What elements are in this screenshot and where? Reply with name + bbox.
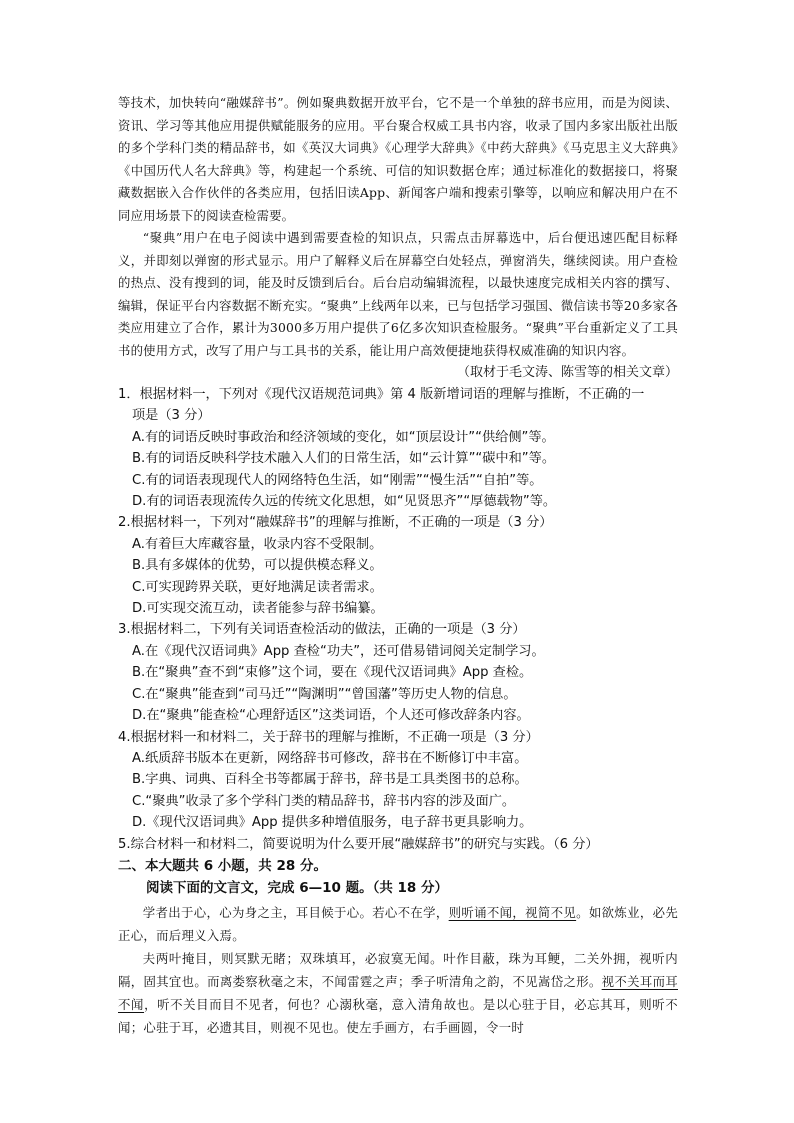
option-c: C.可实现跨界关联，更好地满足读者需求。 <box>132 579 383 595</box>
material-two <box>118 92 678 362</box>
question-stem: 5.综合材料一和材料二，简要说明为什么要开展“融媒辞书”的研究与实践。（6 分） <box>118 836 599 852</box>
underlined-sentence: 则听诵不闻，视简不见 <box>448 904 577 920</box>
source-note: （取材于毛文涛、陈雪等的相关文章） <box>456 365 678 380</box>
option-b: B.有的词语反映科学技术融入人们的日常生活，如“云计算”“碳中和”等。 <box>132 451 556 467</box>
passage-paragraph <box>118 947 678 1039</box>
section-subheading: 阅读下面的文言文，完成 6—10 题。（共 18 分） <box>146 879 449 896</box>
option-b: B.字典、词典、百科全书等都属于辞书，辞书是工具类图书的总称。 <box>132 772 528 788</box>
option-d: D.可实现交流互动，读者能参与辞书编纂。 <box>132 601 384 617</box>
option-c: C.有的词语表现现代人的网络特色生活，如“刚需”“慢生活”“自拍”等。 <box>132 472 543 488</box>
passage-text: 夫两叶掩目，则冥默无睹；双珠填耳，必寂寞无闻。叶作目蔽，珠为耳鲠，二关外拥，视听内隔，固其宜也。而离娄察秋毫之末，不闻雷霆之声；季子听清角之韵，不见嵩岱之形。 <box>118 950 678 989</box>
question-stem: 4.根据材料一和材料二，关于辞书的理解与推断，不正确一项是（3 分） <box>118 729 539 745</box>
passage-text: ，听不关目而目不见者，何也？心溺秋毫，意入清角故也。是以心驻于目，必忘其耳，则听不闻；心驻于耳，必遗其目，则视不见也。使左手画方，右手画圆，令一时 <box>118 996 678 1035</box>
option-a: A.有的词语反映时事政治和经济领域的变化，如“顶层设计”“供给侧”等。 <box>132 429 555 445</box>
option-b: B.具有多媒体的优势，可以提供模态释义。 <box>132 558 383 574</box>
question-stem: 3.根据材料二，下列有关词语查检活动的做法，正确的一项是（3 分） <box>118 622 526 638</box>
question <box>118 384 678 512</box>
option-d: D.《现代汉语词典》App 提供多种增值服务，电子辞书更具影响力。 <box>132 815 533 831</box>
question <box>118 512 678 619</box>
question-stem-continued: 项是（3 分） <box>132 408 211 424</box>
option-d: D.在“聚典”能查检“心理舒适区”这类词语，个人还可修改辞条内容。 <box>132 708 530 724</box>
option-c: C.在“聚典”能查到“司马迁”“陶渊明”“曾国藩”等历史人物的信息。 <box>132 686 517 702</box>
option-a: A.在《现代汉语词典》App 查检“功夫”，还可借易错词阅关定制学习。 <box>132 643 545 659</box>
material-paragraph: “聚典”用户在电子阅读中遇到需要查检的知识点，只需点击屏幕选中，后台便迅速匹配目标释义，并即刻以弹窗的形式显示。用户了解释义后在屏幕空白处轻点，弹窗消失，继续阅读。用户查检的热点、没有搜到的词，能及时反馈到后台。后台启动编辑流程，以最快速度完成相关内容的撰写、编辑，保证平台内容数据不断充实。“聚典”上线两年以来，已与包括学习强国、微信读书等20多家各类应用建立了合作，累计为3000多万用户提供了6亿多次知识查检服务。“聚典”平台重新定义了工具书的使用方式，改写了用户与工具书的关系，能让用户高效便捷地获得权威准确的知识内容。 <box>118 230 678 358</box>
option-a: A.纸质辞书版本在更新，网络辞书可修改，辞书在不断修订中丰富。 <box>132 750 528 766</box>
section-heading: 二、本大题共 6 小题，共 28 分。 <box>118 857 327 874</box>
option-d: D.有的词语表现流传久远的传统文化思想，如“见贤思齐”“厚德载物”等。 <box>132 494 557 510</box>
question <box>118 834 678 855</box>
material-paragraph: 等技术，加快转向“融媒辞书”。例如聚典数据开放平台，它不是一个单独的辞书应用，而是为阅读、资讯、学习等其他应用提供赋能服务的应用。平台聚合权威工具书内容，收录了国内多家出版社出版的多个学科门类的精品辞书，如《英汉大词典》《心理学大辞典》《中药大辞典》《马克思主义大辞典》《中国历代人名大辞典》等，构建起一个系统、可信的知识数据仓库；通过标准化的数据接口，将聚藏数据嵌入合作伙伴的各类应用，包括旧读App、新闻客户端和搜索引擎等，以响应和解决用户在不同应用场景下的阅读查检需要。 <box>118 95 678 223</box>
exam-page <box>118 92 678 1039</box>
option-a: A.有着巨大库藏容量，收录内容不受限制。 <box>132 536 383 552</box>
classical-passage <box>118 901 678 1039</box>
question <box>118 727 678 834</box>
option-b: B.在“聚典”查不到“束修”这个词，要在《现代汉语词典》App 查检。 <box>132 665 533 681</box>
question-list <box>118 384 678 855</box>
underlined-sentence: 视不关耳而耳不闻 <box>118 973 678 1012</box>
question-stem: 2.根据材料一，下列对“融媒辞书”的理解与推断，不正确的一项是（3 分） <box>118 515 553 531</box>
question <box>118 619 678 726</box>
passage-text: 学者出于心，心为身之主，耳目候于心。若心不在学， <box>142 904 449 920</box>
passage-paragraph <box>118 901 678 947</box>
question-stem: 1．根据材料一，下列对《现代汉语规范词典》第 4 版新增词语的理解与推断，不正确的一 <box>118 387 645 402</box>
option-c: C.“聚典”收录了多个学科门类的精品辞书，辞书内容的涉及面广。 <box>132 793 516 809</box>
passage-text: 。如欲炼业，必先正心，而后理义入焉。 <box>118 904 679 943</box>
